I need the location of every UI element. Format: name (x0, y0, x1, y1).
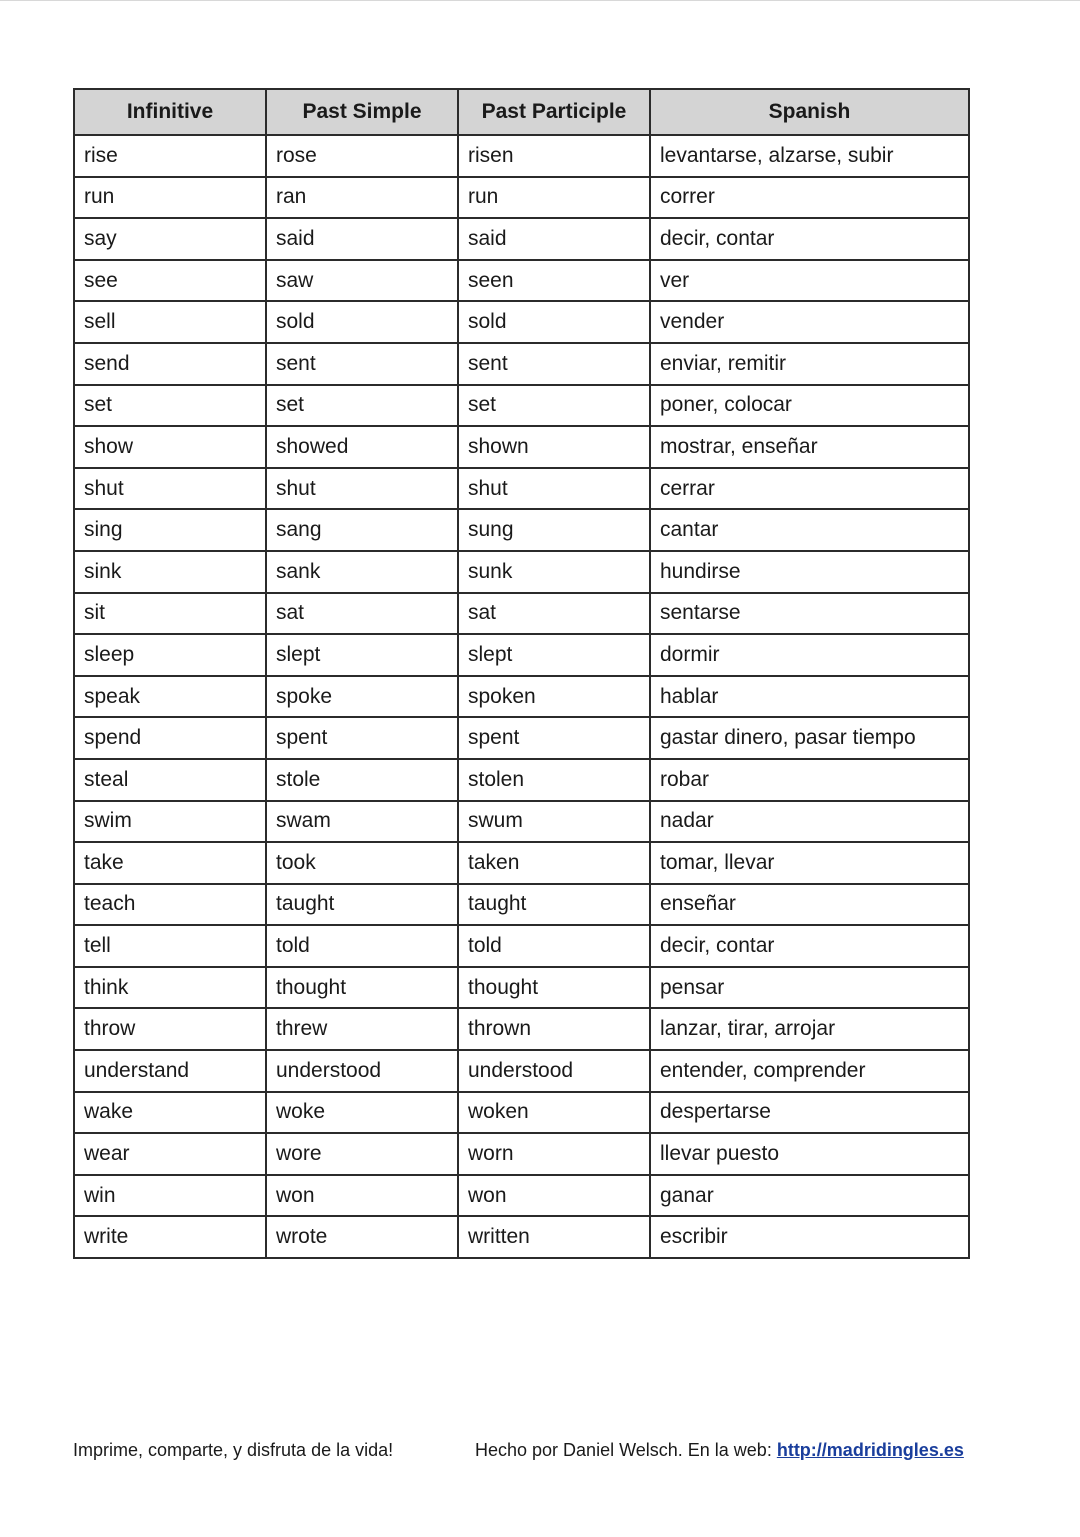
website-link[interactable]: http://madridingles.es (776, 1440, 964, 1460)
cell-infinitive: throw (74, 1008, 266, 1050)
column-header-past-simple: Past Simple (266, 89, 458, 135)
cell-spanish: poner, colocar (650, 385, 969, 427)
cell-past-simple: spent (266, 717, 458, 759)
cell-past-participle: thought (458, 967, 650, 1009)
cell-spanish: tomar, llevar (650, 842, 969, 884)
cell-spanish: cerrar (650, 468, 969, 510)
table-row (74, 426, 969, 468)
table-row (74, 260, 969, 302)
table-row (74, 343, 969, 385)
page-top-rule (0, 0, 1080, 1)
cell-spanish: correr (650, 177, 969, 219)
cell-spanish: enseñar (650, 884, 969, 926)
cell-past-participle: sent (458, 343, 650, 385)
cell-past-simple: ran (266, 177, 458, 219)
cell-spanish: ver (650, 260, 969, 302)
footer-tagline: Imprime, comparte, y disfruta de la vida! (73, 1440, 394, 1460)
cell-infinitive: think (74, 967, 266, 1009)
cell-past-simple: thought (266, 967, 458, 1009)
cell-past-participle: written (458, 1216, 650, 1258)
cell-past-participle: run (458, 177, 650, 219)
cell-past-participle: worn (458, 1133, 650, 1175)
cell-spanish: ganar (650, 1175, 969, 1217)
table-row (74, 925, 969, 967)
cell-infinitive: set (74, 385, 266, 427)
cell-past-simple: sat (266, 593, 458, 635)
cell-spanish: cantar (650, 509, 969, 551)
cell-infinitive: show (74, 426, 266, 468)
table-row (74, 1092, 969, 1134)
footer-credit-text: Hecho por Daniel Welsch. En la web: (475, 1440, 777, 1460)
cell-spanish: entender, comprender (650, 1050, 969, 1092)
cell-past-participle: won (458, 1175, 650, 1217)
table-row (74, 1216, 969, 1258)
column-header-spanish: Spanish (650, 89, 969, 135)
cell-spanish: decir, contar (650, 925, 969, 967)
table-row (74, 177, 969, 219)
cell-past-simple: sold (266, 301, 458, 343)
cell-past-participle: spent (458, 717, 650, 759)
table-row (74, 676, 969, 718)
cell-infinitive: take (74, 842, 266, 884)
cell-spanish: vender (650, 301, 969, 343)
cell-infinitive: sell (74, 301, 266, 343)
cell-past-participle: shown (458, 426, 650, 468)
table-row (74, 759, 969, 801)
cell-infinitive: sink (74, 551, 266, 593)
cell-spanish: pensar (650, 967, 969, 1009)
cell-spanish: hablar (650, 676, 969, 718)
cell-past-simple: woke (266, 1092, 458, 1134)
cell-past-simple: wrote (266, 1216, 458, 1258)
cell-past-participle: taken (458, 842, 650, 884)
cell-infinitive: write (74, 1216, 266, 1258)
cell-past-simple: saw (266, 260, 458, 302)
table-row (74, 717, 969, 759)
cell-spanish: llevar puesto (650, 1133, 969, 1175)
cell-past-participle: swum (458, 801, 650, 843)
cell-infinitive: steal (74, 759, 266, 801)
cell-spanish: despertarse (650, 1092, 969, 1134)
footer-credit (475, 1440, 964, 1461)
cell-past-simple: sent (266, 343, 458, 385)
cell-infinitive: spend (74, 717, 266, 759)
cell-past-simple: taught (266, 884, 458, 926)
cell-spanish: hundirse (650, 551, 969, 593)
cell-spanish: escribir (650, 1216, 969, 1258)
table-row (74, 842, 969, 884)
cell-past-simple: showed (266, 426, 458, 468)
cell-past-participle: stolen (458, 759, 650, 801)
cell-infinitive: rise (74, 135, 266, 177)
cell-past-simple: sang (266, 509, 458, 551)
cell-past-participle: risen (458, 135, 650, 177)
cell-infinitive: sleep (74, 634, 266, 676)
cell-spanish: nadar (650, 801, 969, 843)
cell-past-simple: stole (266, 759, 458, 801)
cell-past-simple: slept (266, 634, 458, 676)
table-row (74, 385, 969, 427)
cell-spanish: dormir (650, 634, 969, 676)
cell-past-simple: shut (266, 468, 458, 510)
table-row (74, 1133, 969, 1175)
cell-past-participle: taught (458, 884, 650, 926)
cell-infinitive: speak (74, 676, 266, 718)
cell-past-simple: sank (266, 551, 458, 593)
cell-spanish: mostrar, enseñar (650, 426, 969, 468)
cell-infinitive: run (74, 177, 266, 219)
table-row (74, 634, 969, 676)
table-row (74, 509, 969, 551)
table-body (74, 135, 969, 1258)
table-row (74, 218, 969, 260)
cell-past-participle: thrown (458, 1008, 650, 1050)
cell-infinitive: see (74, 260, 266, 302)
cell-past-participle: spoken (458, 676, 650, 718)
cell-infinitive: understand (74, 1050, 266, 1092)
cell-past-simple: told (266, 925, 458, 967)
cell-past-simple: spoke (266, 676, 458, 718)
cell-spanish: robar (650, 759, 969, 801)
cell-past-participle: sold (458, 301, 650, 343)
cell-infinitive: wear (74, 1133, 266, 1175)
cell-past-simple: took (266, 842, 458, 884)
cell-past-participle: shut (458, 468, 650, 510)
cell-infinitive: shut (74, 468, 266, 510)
cell-spanish: enviar, remitir (650, 343, 969, 385)
table-row (74, 551, 969, 593)
cell-infinitive: tell (74, 925, 266, 967)
table-row (74, 1008, 969, 1050)
table-row (74, 468, 969, 510)
cell-infinitive: wake (74, 1092, 266, 1134)
cell-past-participle: told (458, 925, 650, 967)
cell-past-participle: set (458, 385, 650, 427)
cell-past-participle: said (458, 218, 650, 260)
table-header-row (74, 89, 969, 135)
cell-past-participle: understood (458, 1050, 650, 1092)
cell-infinitive: sit (74, 593, 266, 635)
column-header-past-participle: Past Participle (458, 89, 650, 135)
cell-past-participle: sat (458, 593, 650, 635)
table-row (74, 801, 969, 843)
cell-past-participle: woken (458, 1092, 650, 1134)
cell-past-simple: won (266, 1175, 458, 1217)
cell-infinitive: send (74, 343, 266, 385)
cell-infinitive: swim (74, 801, 266, 843)
cell-spanish: sentarse (650, 593, 969, 635)
irregular-verbs-table (73, 88, 970, 1259)
cell-spanish: lanzar, tirar, arrojar (650, 1008, 969, 1050)
cell-spanish: levantarse, alzarse, subir (650, 135, 969, 177)
cell-spanish: gastar dinero, pasar tiempo (650, 717, 969, 759)
cell-past-simple: threw (266, 1008, 458, 1050)
cell-past-simple: wore (266, 1133, 458, 1175)
cell-past-simple: said (266, 218, 458, 260)
table-row (74, 967, 969, 1009)
table-row (74, 135, 969, 177)
cell-past-simple: set (266, 385, 458, 427)
cell-past-participle: seen (458, 260, 650, 302)
table-row (74, 884, 969, 926)
cell-past-participle: slept (458, 634, 650, 676)
cell-spanish: decir, contar (650, 218, 969, 260)
cell-past-participle: sung (458, 509, 650, 551)
cell-past-participle: sunk (458, 551, 650, 593)
table-row (74, 301, 969, 343)
cell-infinitive: say (74, 218, 266, 260)
cell-past-simple: swam (266, 801, 458, 843)
table-row (74, 1050, 969, 1092)
cell-infinitive: win (74, 1175, 266, 1217)
cell-infinitive: sing (74, 509, 266, 551)
cell-past-simple: rose (266, 135, 458, 177)
cell-past-simple: understood (266, 1050, 458, 1092)
column-header-infinitive: Infinitive (74, 89, 266, 135)
table-row (74, 593, 969, 635)
cell-infinitive: teach (74, 884, 266, 926)
table-row (74, 1175, 969, 1217)
